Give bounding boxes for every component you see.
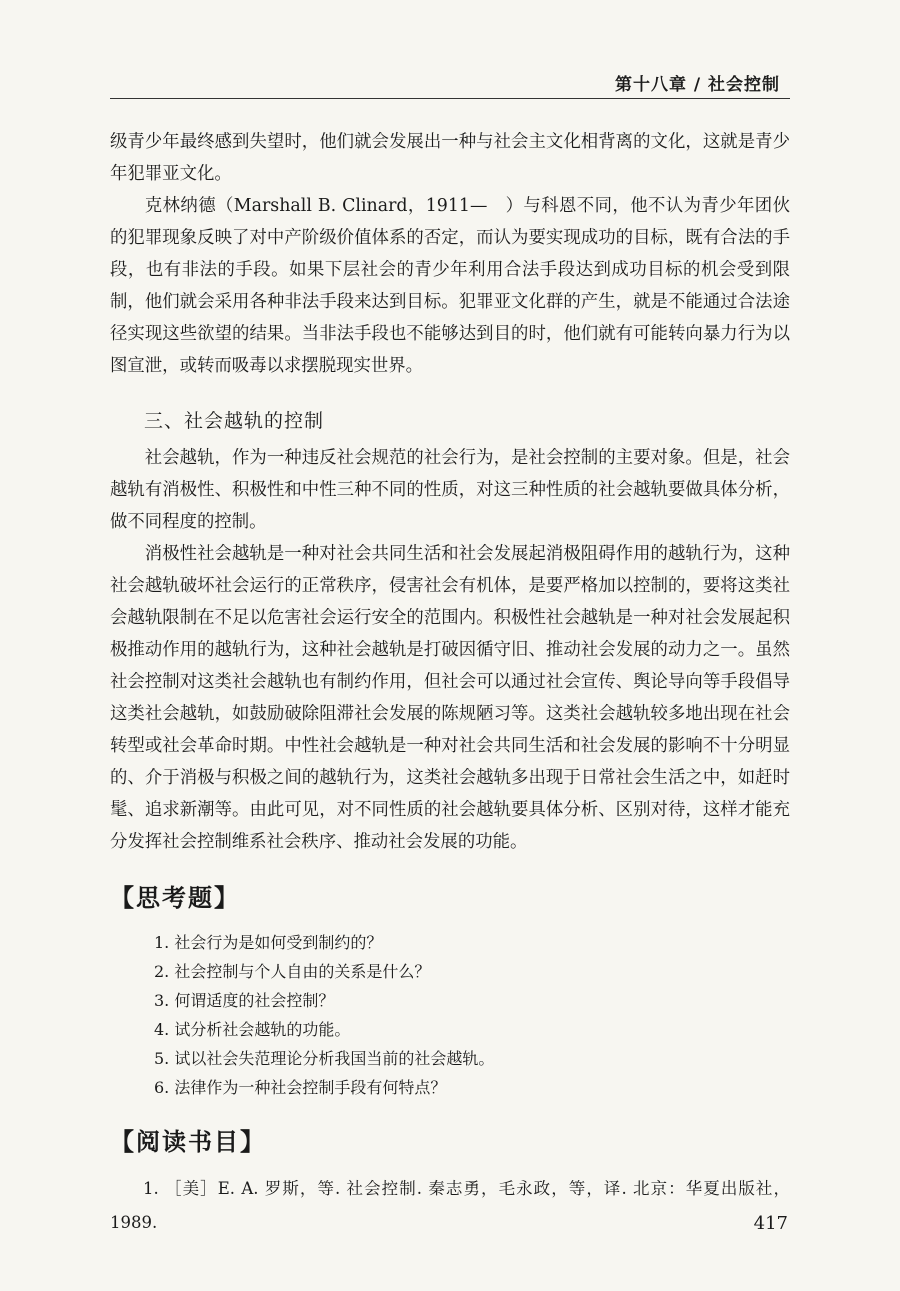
question-item: 4. 试分析社会越轨的功能。 <box>154 1020 351 1039</box>
header-rule <box>110 98 790 99</box>
body-text <box>110 126 790 1240</box>
paragraph-clinard: 克林纳德（Marshall B. Clinard，1911— ）与科恩不同，他不认为青少年团伙的犯罪现象反映了对中产阶级价值体系的否定，而认为要实现成功的目标，既有合法的手段，也有非法的手段。如果下层社会的青少年利用合法手段达到成功目标的机会受到限制，他们就会采用各种非法手段来达到目标。犯罪亚文化群的产生，就是不能通过合法途径实现这些欲望的结果。当非法手段也不能够达到目的时，他们就有可能转向暴力行为以图宣泄，或转而吸毒以求摆脱现实世界。 <box>110 196 790 376</box>
question-item: 2. 社会控制与个人自由的关系是什么？ <box>154 962 431 981</box>
question-item: 5. 试以社会失范理论分析我国当前的社会越轨。 <box>154 1049 495 1068</box>
paragraph-continued: 级青少年最终感到失望时，他们就会发展出一种与社会主文化相背离的文化，这就是青少年犯罪亚文化。 <box>110 132 790 184</box>
question-list <box>110 928 790 1102</box>
page-number: 417 <box>753 1213 788 1234</box>
reading-list-heading: 【阅读书目】 <box>110 1128 266 1156</box>
section-heading: 三、社会越轨的控制 <box>144 410 325 432</box>
reading-list <box>110 1172 790 1240</box>
reading-item: 1. ［美］E. A. 罗斯，等. 社会控制. 秦志勇，毛永政，等，译. 北京：华夏出版社，1989. <box>110 1179 790 1232</box>
question-item: 1. 社会行为是如何受到制约的？ <box>154 933 383 952</box>
questions-heading: 【思考题】 <box>110 884 240 912</box>
paragraph-deviance-intro: 社会越轨，作为一种违反社会规范的社会行为，是社会控制的主要对象。但是，社会越轨有消极性、积极性和中性三种不同的性质，对这三种性质的社会越轨要做具体分析，做不同程度的控制。 <box>110 448 790 532</box>
question-item: 6. 法律作为一种社会控制手段有何特点？ <box>154 1078 447 1097</box>
paragraph-deviance-types: 消极性社会越轨是一种对社会共同生活和社会发展起消极阻碍作用的越轨行为，这种社会越轨破坏社会运行的正常秩序，侵害社会有机体，是要严格加以控制的，要将这类社会越轨限制在不足以危害社会运行安全的范围内。积极性社会越轨是一种对社会发展起积极推动作用的越轨行为，这种社会越轨是打破因循守旧、推动社会发展的动力之一。虽然社会控制对这类社会越轨也有制约作用，但社会可以通过社会宣传、舆论导向等手段倡导这类社会越轨，如鼓励破除阻滞社会发展的陈规陋习等。这类社会越轨较多地出现在社会转型或社会革命时期。中性社会越轨是一种对社会共同生活和社会发展的影响不十分明显的、介于消极与积极之间的越轨行为，这类社会越轨多出现于日常社会生活之中，如赶时髦、追求新潮等。由此可见，对不同性质的社会越轨要具体分析、区别对待，这样才能充分发挥社会控制维系社会秩序、推动社会发展的功能。 <box>110 544 790 852</box>
question-item: 3. 何谓适度的社会控制？ <box>154 991 335 1010</box>
running-head: 第十八章 / 社会控制 <box>614 75 780 95</box>
